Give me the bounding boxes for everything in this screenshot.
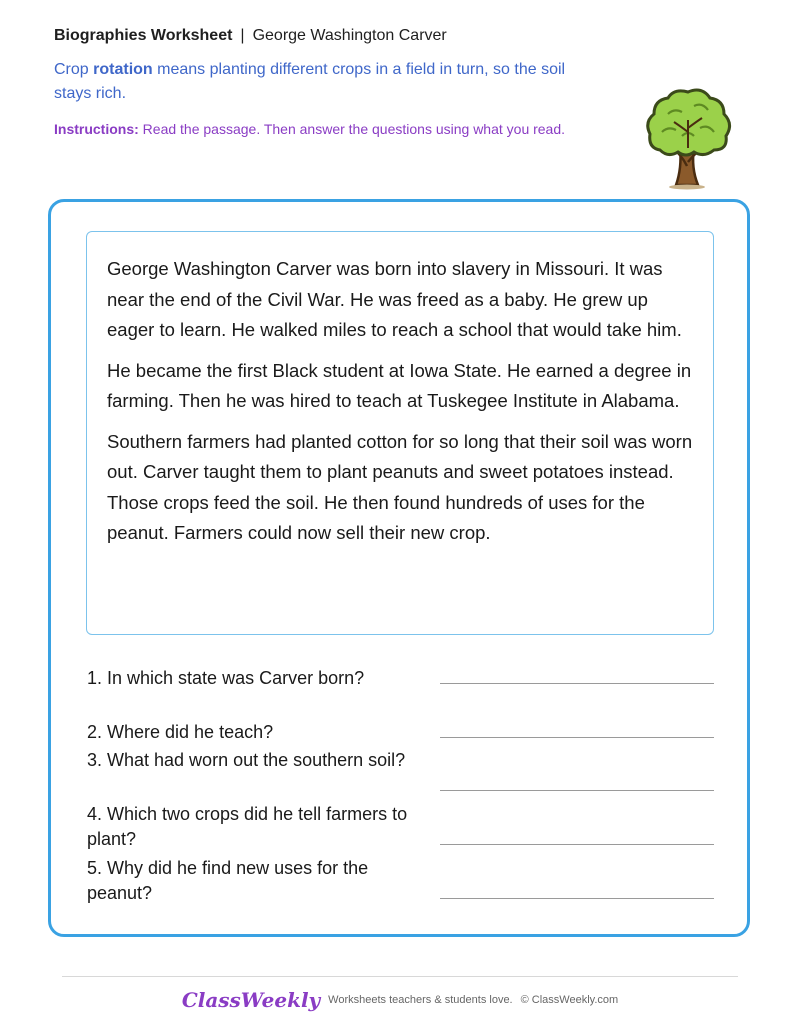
question-2: 2. Where did he teach? bbox=[87, 722, 274, 742]
answer-line-3[interactable] bbox=[440, 790, 714, 791]
footer bbox=[0, 988, 800, 1012]
answer-line-4[interactable] bbox=[440, 844, 714, 845]
passage-paragraph: George Washington Carver was born into slavery in Missouri. It was near the end of the Civil War. He was freed as a baby. He grew up eager to learn. He walked miles to reach a school that would take him. bbox=[107, 258, 682, 340]
vocab-prefix: Crop bbox=[54, 61, 89, 78]
instructions bbox=[54, 118, 584, 140]
answer-line-2[interactable] bbox=[440, 737, 714, 738]
worksheet-subject: Biographies Worksheet bbox=[54, 27, 233, 44]
answer-line-1[interactable] bbox=[440, 683, 714, 684]
vocab-term: rotation bbox=[93, 61, 153, 78]
brand-logo: ClassWeekly bbox=[181, 988, 321, 1012]
answer-line-5[interactable] bbox=[440, 898, 714, 899]
instructions-label: Instructions: bbox=[54, 121, 139, 137]
question-3: 3. What had worn out the southern soil? bbox=[87, 750, 406, 770]
header-separator: | bbox=[240, 27, 245, 44]
worksheet-title: George Washington Carver bbox=[252, 27, 447, 44]
footer-copyright: © ClassWeekly.com bbox=[520, 994, 619, 1006]
passage-paragraph: He became the first Black student at Iowa State. He earned a degree in farming. Then he was hired to teach at Tuskegee Institute in Alabama. bbox=[107, 359, 692, 411]
footer-tagline: Worksheets teachers & students love. bbox=[328, 994, 513, 1006]
vocab-definition-text: means planting different crops in a field in turn, so the soil stays rich. bbox=[54, 61, 566, 102]
worksheet-header bbox=[54, 27, 447, 45]
question-5: 5. Why did he find new uses for the peanut? bbox=[87, 858, 369, 903]
question-1: 1. In which state was Carver born? bbox=[87, 668, 365, 688]
reading-passage bbox=[86, 231, 714, 635]
passage-paragraph: Southern farmers had planted cotton for so long that their soil was worn out. Carver taught them to plant peanuts and sweet potatoes instead. Those crops feed the soil. He then found hundreds of uses for the peanut. Farmers could now sell their new crop. bbox=[107, 430, 693, 543]
tree-icon bbox=[638, 84, 738, 190]
footer-divider bbox=[62, 976, 738, 977]
instructions-text: Read the passage. Then answer the questions using what you read. bbox=[142, 121, 566, 137]
question-4: 4. Which two crops did he tell farmers to plant? bbox=[87, 804, 408, 849]
vocab-definition bbox=[54, 58, 594, 106]
